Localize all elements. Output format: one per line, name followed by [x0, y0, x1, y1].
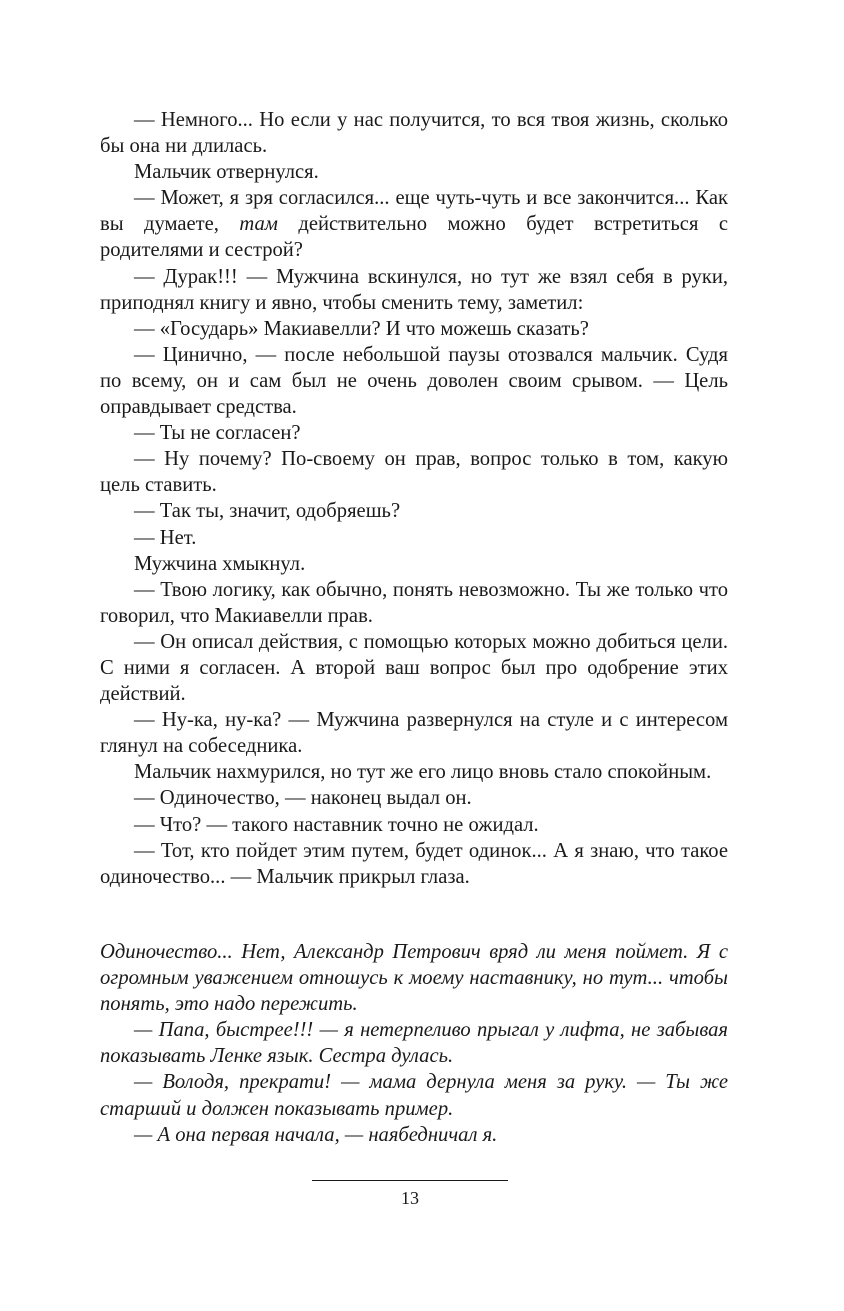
main-text-block	[100, 107, 728, 890]
paragraph: — Что? — такого наставник точно не ожидал.	[134, 813, 539, 836]
paragraph: — Тот, кто пойдет этим путем, будет одинок... А я знаю, что такое одиночество... — Мальчик прикрыл глаза.	[100, 839, 728, 888]
paragraph: — Одиночество, — наконец выдал он.	[134, 787, 472, 810]
paragraph: Мужчина хмыкнул.	[134, 552, 306, 575]
paragraph: — Он описал действия, с помощью которых можно добиться цели. С ними я согласен. А второй ваш вопрос был про одобрение этих действий.	[100, 630, 728, 706]
paragraph: — Ну почему? По-своему он прав, вопрос только в том, какую цель ставить.	[100, 448, 728, 497]
paragraph: — Так ты, значит, одобряешь?	[134, 500, 401, 523]
emphasis-word: там	[239, 213, 278, 236]
paragraph: — Ты не согласен?	[134, 422, 301, 445]
paragraph: — Немного... Но если у нас получится, то вся твоя жизнь, сколько бы она ни длилась.	[100, 109, 728, 158]
paragraph: — Нет.	[134, 526, 197, 549]
italic-text-block	[100, 939, 728, 1148]
paragraph: — Ну-ка, ну-ка? — Мужчина развернулся на стуле и с интересом глянул на собеседника.	[100, 709, 728, 758]
paragraph: — Цинично, — после небольшой паузы отозвался мальчик. Судя по всему, он и сам был не очень доволен своим срывом. — Цель оправдывает средства.	[100, 343, 728, 419]
paragraph: — Дурак!!! — Мужчина вскинулся, но тут же взял себя в руки, приподнял книгу и явно, чтобы сменить тему, заметил:	[100, 265, 728, 314]
footer-rule	[312, 1180, 508, 1181]
paragraph-with-emphasis	[100, 185, 728, 263]
paragraph-text: действительно можно будет встретиться с родителями и сестрой?	[100, 213, 728, 262]
paragraph: — «Государь» Макиавелли? И что можешь сказать?	[134, 317, 589, 340]
page-number: 13	[401, 1188, 419, 1208]
italic-paragraph: — Володя, прекрати! — мама дернула меня за руку. — Ты же старший и должен показывать пример.	[100, 1071, 728, 1120]
italic-paragraph: — Папа, быстрее!!! — я нетерпеливо прыгал у лифта, не забывая показывать Ленке язык. Сестра дулась.	[100, 1019, 728, 1068]
paragraph: — Твою логику, как обычно, понять невозможно. Ты же только что говорил, что Макиавелли прав.	[100, 578, 728, 627]
paragraph: Мальчик отвернулся.	[134, 161, 319, 184]
italic-paragraph: Одиночество... Нет, Александр Петрович вряд ли меня поймет. Я с огромным уважением отношусь к моему наставнику, но тут... чтобы понять, это надо пережить.	[100, 941, 728, 1016]
italic-paragraph: — А она первая начала, — наябедничал я.	[134, 1123, 498, 1146]
paragraph: Мальчик нахмурился, но тут же его лицо вновь стало спокойным.	[134, 761, 712, 784]
paragraph-text: — Может, я зря согласился... еще чуть-чуть и все закончится... Как вы думаете,	[100, 187, 728, 236]
